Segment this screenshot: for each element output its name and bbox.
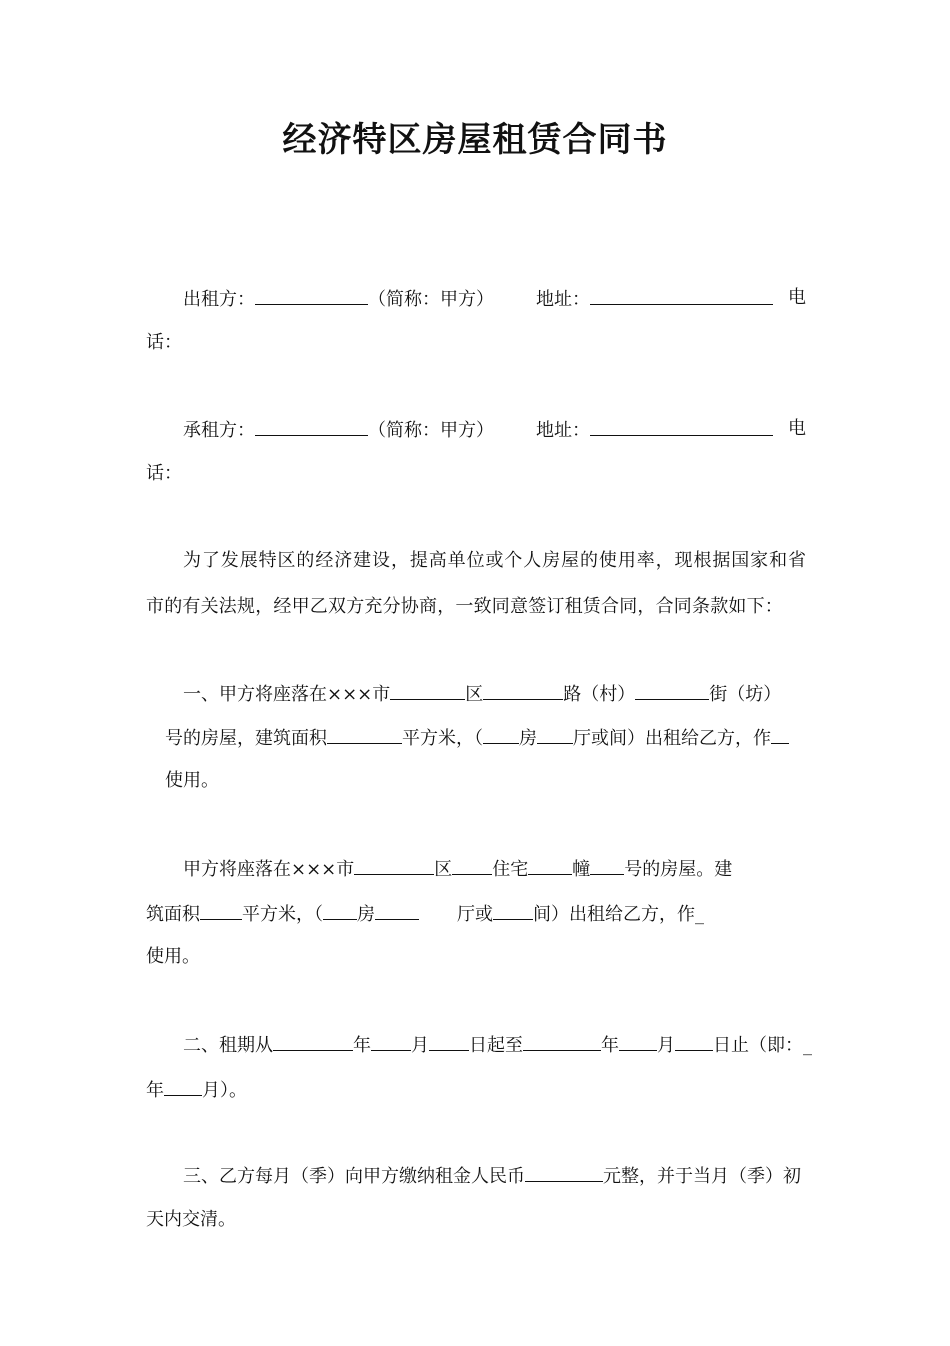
lessee-address-label: 地址： [536,420,590,441]
clause2-text: _ [803,1035,812,1056]
clause1-text: 厅或间）出租给乙方，作 [573,728,771,749]
clause2-line-1 [146,1032,812,1058]
clause1b-text: 区 [434,859,453,880]
intro-line-2: 市的有关法规，经甲乙双方充分协商，一致同意签订租赁合同，合同条款如下： [146,596,783,617]
clause2-text: 年 [146,1080,164,1101]
clause2-text: 日起至 [469,1035,523,1056]
start-year-blank[interactable] [273,1032,353,1051]
clause1-text: 房 [519,728,537,749]
clause1-text: 号的房屋，建筑面积 [165,728,327,749]
clause1-text: 街（坊） [709,684,782,705]
lessee-label: 承租方： [183,420,255,441]
halls-blank[interactable] [537,725,573,744]
number-blank[interactable] [590,856,624,875]
clause3-line-1 [146,1163,806,1189]
lessor-phone-label: 电 [788,287,806,308]
clause2-text: 二、租期从 [183,1035,273,1056]
clause2-line-2 [146,1077,806,1103]
clause1b-text: 号的房屋。建 [624,859,733,880]
rooms-blank[interactable] [323,901,357,920]
clause2-text: 月 [411,1035,429,1056]
clause1b-line-3: 使用。 [146,946,200,967]
clause2-text: 日止（即： [713,1035,803,1056]
clause1b-text: 厅或 [457,904,493,925]
rooms-blank[interactable] [483,725,519,744]
clause2-text: 月）。 [202,1080,247,1101]
intro-line-1: 为了发展特区的经济建设，提高单位或个人房屋的使用率，现根据国家和省 [183,550,806,571]
lessor-address-blank[interactable] [590,286,773,305]
start-month-blank[interactable] [371,1032,411,1051]
units-blank[interactable] [493,901,533,920]
clause1b-text: 筑面积 [146,904,200,925]
clause2-text: 月 [657,1035,675,1056]
lessor-abbr: （简称：甲方） [368,289,494,310]
city-district-blank[interactable] [390,681,465,700]
clause1-line-1 [146,681,806,707]
street-blank[interactable] [635,681,709,700]
halls-blank[interactable] [375,901,419,920]
area-blank[interactable] [200,901,242,920]
end-year-blank[interactable] [523,1032,601,1051]
lessee-abbr: （简称：甲方） [368,420,494,441]
clause1-text: 区 [465,684,484,705]
lessee-address-blank[interactable] [590,417,773,436]
lessor-name-blank[interactable] [255,286,368,305]
lessee-phone-label-cont: 话： [146,463,182,484]
clause3-line-2: 天内交清。 [146,1209,236,1230]
clause1b-line-1 [146,856,806,882]
clause1b-line-2 [146,901,806,927]
clause1-line-2 [146,725,806,751]
lessee-phone-label: 电 [788,418,806,439]
clause1-text: 一、甲方将座落在×××市 [183,684,391,705]
duration-months-blank[interactable] [164,1077,202,1096]
rent-amount-blank[interactable] [525,1163,603,1182]
district-blank[interactable] [354,856,434,875]
clause1b-text: 住宅 [492,859,529,880]
clause2-text: 年 [353,1035,371,1056]
clause1b-text: _ [695,904,704,925]
page-title: 经济特区房屋租赁合同书 [282,120,668,160]
lessor-phone-line [146,331,806,355]
building-blank[interactable] [528,856,572,875]
lessee-line [146,417,806,443]
end-month-blank[interactable] [619,1032,657,1051]
clause1b-text: 甲方将座落在×××市 [183,859,355,880]
lessee-name-blank[interactable] [255,417,368,436]
start-day-blank[interactable] [429,1032,469,1051]
end-day-blank[interactable] [675,1032,713,1051]
lessee-phone-line [146,462,806,486]
clause1-line-3: 使用。 [165,770,219,791]
lessor-label: 出租方： [183,289,255,310]
area-blank[interactable] [327,725,402,744]
clause3-text: 三、乙方每月（季）向甲方缴纳租金人民币 [183,1166,525,1187]
clause1-text: 平方米，（ [402,728,483,749]
lessor-line [146,286,806,312]
clause1b-text: 房 [357,904,375,925]
lessor-phone-label-cont: 话： [146,332,182,353]
clause3-text: 元整，并于当月（季）初 [603,1166,801,1187]
lessor-address-label: 地址： [536,289,590,310]
clause2-text: 年 [601,1035,619,1056]
residence-blank[interactable] [452,856,492,875]
road-blank[interactable] [483,681,563,700]
clause1b-text: 间）出租给乙方，作 [533,904,695,925]
usage-blank[interactable] [771,725,789,744]
clause1b-text: 平方米，（ [242,904,323,925]
clause1-text: 路（村） [563,684,636,705]
clause1b-text: 幢 [572,859,591,880]
